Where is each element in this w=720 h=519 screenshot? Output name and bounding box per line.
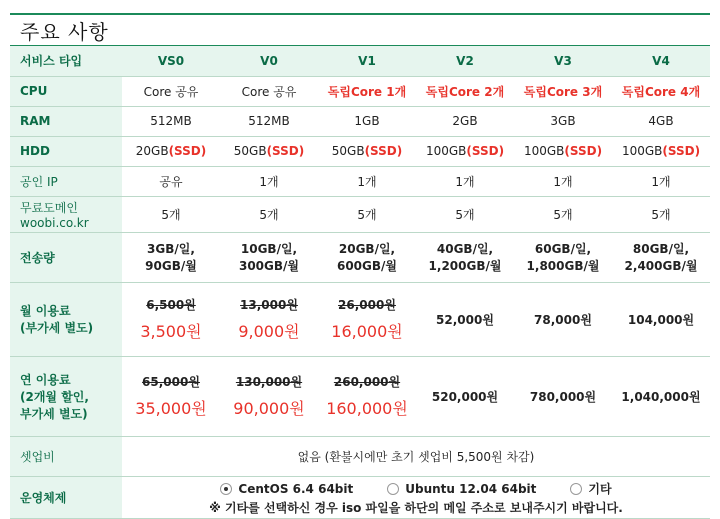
yearly-cell: 780,000원: [514, 356, 612, 436]
ip-cell: 1개: [318, 166, 416, 196]
yearly-cell: [220, 356, 318, 436]
traffic-row: [10, 232, 710, 282]
domain-label: [10, 196, 122, 232]
spec-table: [10, 46, 710, 519]
ssd-tag: (SSD): [364, 144, 403, 158]
hdd-size: 100GB: [523, 144, 565, 158]
cpu-cell: 독립Core 2개: [416, 76, 514, 106]
traffic-label: 전송량: [10, 232, 122, 282]
ip-cell: 1개: [612, 166, 710, 196]
hdd-label: HDD: [10, 136, 122, 166]
ip-row: [10, 166, 710, 196]
monthly-cell: [318, 282, 416, 356]
traffic-cell: 20GB/일, 600GB/월: [318, 232, 416, 282]
header-label: 서비스 타입: [10, 46, 122, 76]
ip-cell: 공유: [122, 166, 220, 196]
os-row: [10, 476, 710, 518]
hdd-size: 100GB: [621, 144, 663, 158]
hdd-size: 20GB: [135, 144, 169, 158]
ip-cell: 1개: [220, 166, 318, 196]
ram-cell: 2GB: [416, 106, 514, 136]
plan-v1: V1: [318, 46, 416, 76]
ssd-tag: (SSD): [466, 144, 505, 158]
cpu-cell: 독립Core 4개: [612, 76, 710, 106]
yearly-cell: [318, 356, 416, 436]
sale-price: 35,000원: [135, 399, 207, 418]
spec-panel: [10, 13, 710, 519]
sale-price: 90,000원: [233, 399, 305, 418]
monthly-row: [10, 282, 710, 356]
hdd-size: 50GB: [331, 144, 365, 158]
sale-price: 3,500원: [140, 322, 202, 341]
page-title: 주요 사항: [10, 13, 710, 46]
radio-icon[interactable]: [387, 483, 399, 495]
sale-price: 16,000원: [331, 322, 403, 341]
old-price: 130,000원: [235, 375, 303, 389]
ram-cell: 1GB: [318, 106, 416, 136]
ram-label: RAM: [10, 106, 122, 136]
os-radio-group: [122, 480, 710, 497]
cpu-row: [10, 76, 710, 106]
cpu-cell: 독립Core 1개: [318, 76, 416, 106]
plan-vs0: VS0: [122, 46, 220, 76]
ssd-tag: (SSD): [266, 144, 305, 158]
domain-cell: 5개: [514, 196, 612, 232]
monthly-cell: [220, 282, 318, 356]
domain-cell: 5개: [612, 196, 710, 232]
yearly-row: [10, 356, 710, 436]
hdd-cell: [220, 136, 318, 166]
hdd-cell: [318, 136, 416, 166]
os-label: 운영체제: [10, 476, 122, 518]
hdd-cell: [122, 136, 220, 166]
plan-v3: V3: [514, 46, 612, 76]
ram-cell: 512MB: [122, 106, 220, 136]
cpu-cell: Core 공유: [122, 76, 220, 106]
os-note: ※ 기타를 선택하신 경우 iso 파일을 하단의 메일 주소로 보내주시기 바랍니다.: [209, 501, 623, 515]
hdd-cell: [514, 136, 612, 166]
old-price: 6,500원: [146, 298, 196, 312]
traffic-cell: 3GB/일, 90GB/월: [122, 232, 220, 282]
ssd-tag: (SSD): [564, 144, 603, 158]
ip-label: 공인 IP: [10, 166, 122, 196]
os-option-ubuntu[interactable]: Ubuntu 12.04 64bit: [387, 482, 536, 496]
domain-cell: 5개: [416, 196, 514, 232]
traffic-cell: 60GB/일, 1,800GB/월: [514, 232, 612, 282]
domain-row: [10, 196, 710, 232]
monthly-cell: [122, 282, 220, 356]
ram-cell: 512MB: [220, 106, 318, 136]
hdd-cell: [612, 136, 710, 166]
plan-v0: V0: [220, 46, 318, 76]
traffic-cell: 10GB/일, 300GB/월: [220, 232, 318, 282]
ip-cell: 1개: [416, 166, 514, 196]
cpu-cell: 독립Core 3개: [514, 76, 612, 106]
sale-price: 160,000원: [326, 399, 408, 418]
domain-cell: 5개: [220, 196, 318, 232]
header-row: [10, 46, 710, 76]
cpu-label: CPU: [10, 76, 122, 106]
yearly-cell: 520,000원: [416, 356, 514, 436]
os-option-other[interactable]: 기타: [570, 480, 611, 497]
ssd-tag: (SSD): [662, 144, 701, 158]
radio-icon[interactable]: [570, 483, 582, 495]
traffic-cell: 40GB/일, 1,200GB/월: [416, 232, 514, 282]
hdd-size: 50GB: [233, 144, 267, 158]
ip-cell: 1개: [514, 166, 612, 196]
domain-cell: 5개: [318, 196, 416, 232]
yearly-label: 연 이용료 (2개월 할인, 부가세 별도): [10, 356, 122, 436]
traffic-cell: 80GB/일, 2,400GB/월: [612, 232, 710, 282]
radio-selected-icon[interactable]: [220, 483, 232, 495]
os-cell: [122, 476, 710, 518]
setup-row: [10, 436, 710, 476]
hdd-row: [10, 136, 710, 166]
hdd-size: 100GB: [425, 144, 467, 158]
plan-v4: V4: [612, 46, 710, 76]
domain-cell: 5개: [122, 196, 220, 232]
sale-price: 9,000원: [238, 322, 300, 341]
old-price: 13,000원: [240, 298, 298, 312]
domain-label-line: woobi.co.kr: [20, 215, 89, 230]
monthly-cell: 52,000원: [416, 282, 514, 356]
old-price: 65,000원: [142, 375, 200, 389]
domain-label-line: 무료도메인: [20, 200, 78, 215]
ram-cell: 3GB: [514, 106, 612, 136]
cpu-cell: Core 공유: [220, 76, 318, 106]
hdd-cell: [416, 136, 514, 166]
monthly-cell: 104,000원: [612, 282, 710, 356]
monthly-cell: 78,000원: [514, 282, 612, 356]
old-price: 260,000원: [333, 375, 401, 389]
os-option-centos[interactable]: CentOS 6.4 64bit: [220, 482, 353, 496]
setup-value: 없음 (환불시에만 초기 셋업비 5,500원 차감): [122, 436, 710, 476]
old-price: 26,000원: [338, 298, 396, 312]
monthly-label: 월 이용료 (부가세 별도): [10, 282, 122, 356]
ram-row: [10, 106, 710, 136]
yearly-cell: 1,040,000원: [612, 356, 710, 436]
ram-cell: 4GB: [612, 106, 710, 136]
setup-label: 셋업비: [10, 436, 122, 476]
yearly-cell: [122, 356, 220, 436]
ssd-tag: (SSD): [168, 144, 207, 158]
plan-v2: V2: [416, 46, 514, 76]
